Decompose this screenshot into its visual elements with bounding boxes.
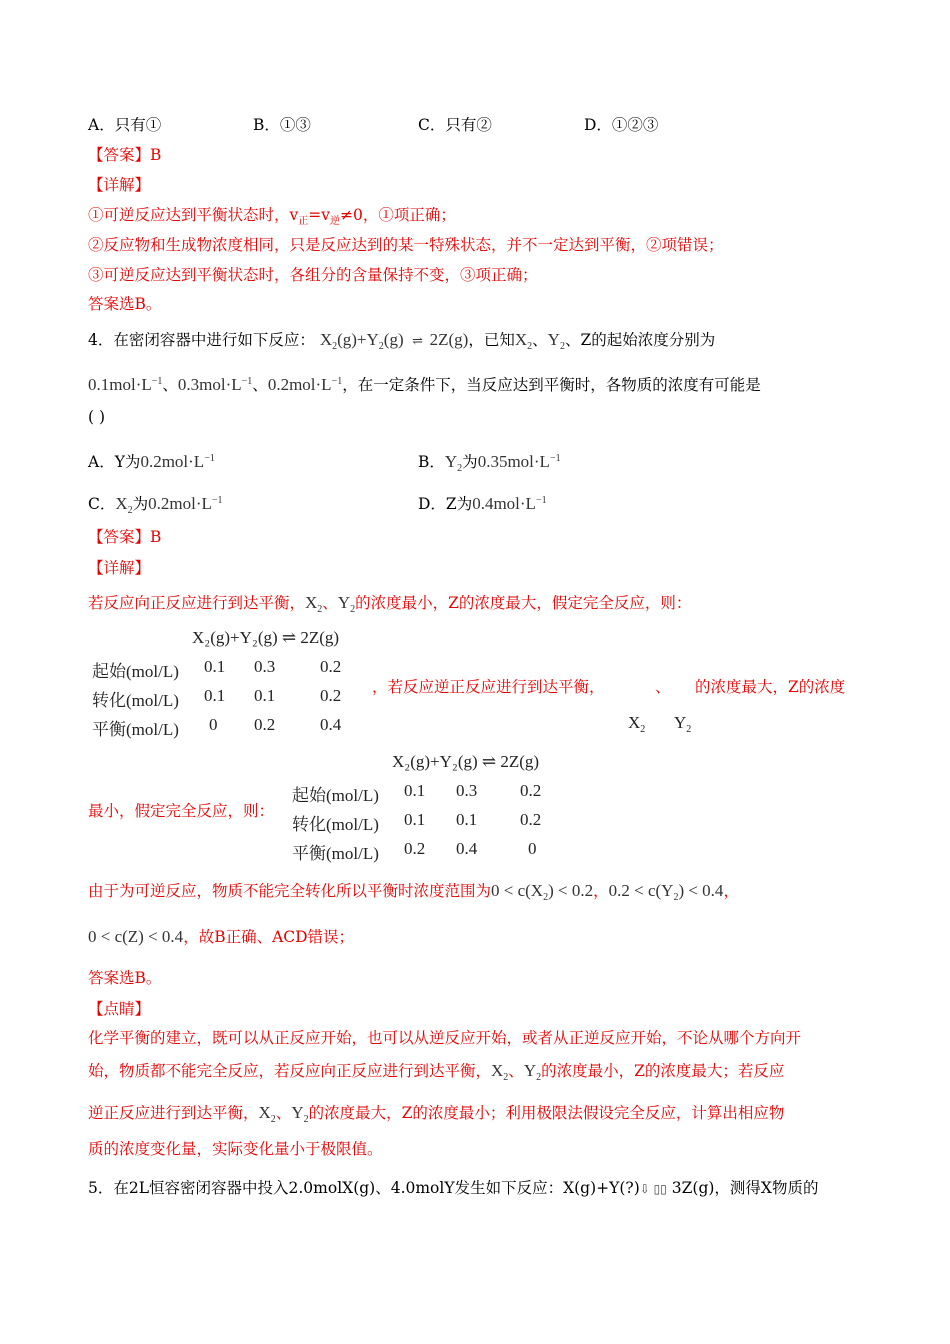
superscript: −1	[211, 495, 223, 506]
y: Y	[291, 1103, 304, 1122]
value: 0.2mol·L	[267, 375, 332, 394]
x: X	[258, 1103, 271, 1122]
subscript: 2	[559, 341, 565, 352]
table-header: X₂(g)+Y₂(g) ⇌ 2Z(g)	[392, 752, 540, 771]
row-label: 转化(mol/L)	[92, 691, 179, 710]
x: X	[115, 494, 128, 513]
sep: 、	[275, 1104, 292, 1122]
range-z: 0 < c(Z) < 0.4	[88, 927, 184, 946]
q4-mid-text3: 的浓度最大，Z的浓度	[695, 678, 846, 696]
q4-comment-line3	[88, 1102, 784, 1131]
text: C．	[88, 495, 116, 513]
q3-option-b: B．①③	[253, 116, 311, 134]
value	[148, 494, 222, 513]
cell-y2: 0.2	[254, 715, 276, 734]
subscript: 2	[536, 1072, 542, 1083]
text: 由于为可逆反应，物质不能完全转化所以平衡时浓度范围为	[88, 882, 492, 900]
g: (g)	[383, 330, 404, 349]
q3-option-a: A．只有①	[88, 116, 162, 134]
q4-comment-line1: 化学平衡的建立，既可以从正反应开始，也可以从逆反应开始，或者从正逆反应开始，不论从哪个方向开	[88, 1029, 802, 1047]
q4-detail-line1	[88, 592, 691, 621]
superscript: −1	[331, 376, 343, 387]
comma: ，	[593, 882, 609, 900]
sep: 、	[252, 376, 268, 394]
q4-option-b	[418, 448, 561, 480]
text: A．Y为	[88, 453, 141, 471]
q3-detail-label: 【详解】	[88, 176, 151, 194]
row-label: 平衡(mol/L)	[92, 720, 179, 739]
subscript: 2	[317, 604, 323, 615]
cell-z: 0.2	[320, 657, 342, 676]
text: 为	[462, 453, 478, 471]
text: 的浓度最小，Z的浓度最大；若反应	[541, 1062, 785, 1080]
q4-comment-line4: 质的浓度变化量，实际变化量小于极限值。	[88, 1140, 383, 1158]
y: Y	[523, 1061, 537, 1080]
superscript: −1	[241, 376, 253, 387]
g: (g)+	[337, 330, 367, 349]
q4-detail-range	[88, 880, 739, 909]
q4-comment-line2	[88, 1060, 784, 1089]
q3-option-d: D．①②③	[584, 116, 659, 134]
cell-y2: 0.1	[456, 810, 478, 829]
q4-option-c	[88, 490, 223, 522]
y: Y	[366, 330, 379, 349]
subscript: 逆	[330, 216, 341, 227]
expr: 0 < c(X	[491, 881, 544, 900]
x: X	[491, 1061, 504, 1080]
cell-y2: 0.1	[254, 686, 276, 705]
cell-x2: 0.1	[204, 657, 226, 676]
cell-x2: 0	[209, 715, 218, 734]
subscript: 2	[457, 463, 463, 474]
cell-y2: 0.3	[456, 781, 478, 800]
y2	[523, 1061, 542, 1083]
text: ，已知	[468, 331, 515, 349]
text: 5．在2L恒容密闭容器中投入2.0molX(g)、4.0molY发生如下反应：X(g)+Y(?)	[88, 1179, 640, 1197]
text: D．Z为	[418, 495, 473, 513]
subscript: 2	[303, 1114, 309, 1125]
y: Y	[547, 330, 560, 349]
cell-z: 0.2	[520, 781, 542, 800]
y2	[444, 452, 463, 474]
val: 0.35mol·L	[477, 452, 550, 471]
table-header: X₂(g)+Y₂(g) ⇌ 2Z(g)	[192, 628, 340, 647]
range-x2	[491, 881, 594, 903]
subscript: 2	[686, 724, 692, 735]
val: 0.2mol·L	[148, 494, 212, 513]
q4-mid-text2: 、	[655, 678, 671, 696]
x: X	[514, 330, 528, 349]
comma: ，	[723, 882, 739, 900]
cell-z: 0	[528, 839, 537, 858]
q4-mid-text1: ，若反应逆正反应进行到达平衡，	[372, 678, 605, 696]
q4-option-d	[418, 490, 547, 515]
y: Y	[337, 593, 351, 612]
x: X	[628, 713, 641, 732]
value: 0.1mol·L	[88, 375, 152, 394]
text: 、Z的起始浓度分别为	[564, 331, 716, 349]
cell-x2: 0.1	[204, 686, 226, 705]
text: 3Z(g)，测得X物质的	[671, 1179, 819, 1197]
equilibrium-arrow: ⇌	[412, 333, 422, 348]
q4-detail-range3	[88, 926, 354, 948]
q4-answer: 【答案】B	[88, 528, 162, 546]
superscript: −1	[549, 453, 561, 464]
x: X	[305, 593, 318, 612]
sep: 、	[508, 1062, 524, 1080]
sep: 、	[162, 376, 178, 394]
expr: ) < 0.4	[678, 881, 724, 900]
row-label: 平衡(mol/L)	[292, 844, 379, 863]
conc-2	[178, 375, 252, 394]
x2	[514, 330, 533, 352]
text: B．	[418, 453, 445, 471]
z: 2Z(g)	[429, 330, 469, 349]
subscript: 2	[127, 505, 133, 516]
cell-x2: 0.1	[404, 781, 426, 800]
text: 逆正反应进行到达平衡，	[88, 1104, 259, 1122]
subscript: 2	[543, 892, 549, 903]
q4-detail-label: 【详解】	[88, 559, 151, 577]
q3-detail-line1	[88, 204, 456, 233]
q4-detail-small: 最小，假定完全反应，则：	[88, 802, 275, 820]
y: Y	[674, 713, 687, 732]
q5-stem	[88, 1177, 818, 1200]
y: Y	[444, 452, 458, 471]
val: 0.4mol·L	[472, 494, 536, 513]
sep: 、	[532, 331, 548, 349]
ice-table-reverse	[292, 752, 582, 864]
cell-z: 0.2	[320, 686, 342, 705]
q3-answer: 【答案】B	[88, 146, 162, 164]
cell-x2: 0.1	[404, 810, 426, 829]
subscript: 2	[350, 604, 356, 615]
q4-detail-final: 答案选B。	[88, 969, 162, 987]
row-label: 起始(mol/L)	[292, 786, 379, 805]
value	[478, 452, 561, 471]
row-label: 起始(mol/L)	[92, 662, 179, 681]
value: 0.3mol·L	[177, 375, 242, 394]
value	[140, 452, 214, 471]
text: ≠0，①项正确；	[340, 206, 456, 224]
x2	[491, 1061, 509, 1083]
text: ，在一定条件下，当反应达到平衡时，各物质的浓度有可能是	[342, 376, 761, 394]
text: =v	[308, 206, 331, 224]
y2	[291, 1103, 309, 1125]
text: 为	[132, 495, 149, 513]
expr: 0.2 < c(Y	[608, 881, 674, 900]
reaction-equation	[319, 330, 469, 352]
ice-table-forward	[92, 628, 382, 740]
x2	[305, 593, 323, 615]
q3-option-c: C．只有②	[418, 116, 492, 134]
subscript: 2	[673, 892, 679, 903]
text: 4．在密闭容器中进行如下反应：	[88, 331, 315, 349]
cell-z: 0.4	[320, 715, 342, 734]
text: ①可逆反应达到平衡状态时，v	[88, 206, 299, 224]
text: 若反应向正反应进行到达平衡，	[88, 594, 306, 612]
q4-stem-line2	[88, 371, 761, 396]
value	[472, 494, 546, 513]
q4-stem-line1	[88, 329, 715, 358]
row-label: 转化(mol/L)	[292, 815, 379, 834]
cell-y2: 0.3	[254, 657, 276, 676]
subscript: 正	[298, 216, 309, 227]
q3-detail-line2: ②反应物和生成物浓度相同，只是反应达到的某一特殊状态，并不一定达到平衡，②项错误；	[88, 236, 724, 254]
q4-option-a	[88, 448, 215, 473]
text: 的浓度最小，Z的浓度最大，假定完全反应，则：	[355, 594, 692, 612]
q4-comment-label: 【点睛】	[88, 1000, 151, 1018]
conc-3	[268, 375, 342, 394]
val: 0.2mol·L	[140, 452, 205, 471]
y2	[547, 330, 565, 352]
x: X	[319, 330, 333, 349]
q3-detail-line3: ③可逆反应达到平衡状态时，各组分的含量保持不变，③项正确；	[88, 266, 538, 284]
x2	[115, 494, 133, 516]
subscript: 2	[332, 341, 338, 352]
loose-x2	[628, 713, 645, 735]
cell-z: 0.2	[520, 810, 542, 829]
text: 始，物质都不能完全反应，若反应向正反应进行到达平衡，	[88, 1062, 492, 1080]
superscript: −1	[535, 495, 547, 506]
superscript: −1	[204, 453, 215, 464]
y2	[337, 593, 356, 615]
text: 的浓度最大，Z的浓度最小；利用极限法假设完全反应，计算出相应物	[308, 1104, 785, 1122]
x2	[258, 1103, 276, 1125]
subscript: 2	[270, 1114, 276, 1125]
q4-paren: ( )	[88, 408, 106, 426]
superscript: −1	[151, 376, 163, 387]
cell-y2: 0.4	[456, 839, 478, 858]
subscript: 2	[503, 1072, 509, 1083]
q3-detail-line4: 答案选B。	[88, 295, 162, 313]
subscript: 2	[640, 724, 646, 735]
text: ，故B正确、ACD错误；	[183, 928, 355, 946]
subscript: 2	[527, 341, 533, 352]
cell-x2: 0.2	[404, 839, 426, 858]
expr: ) < 0.2	[548, 881, 594, 900]
sep: 、	[322, 594, 338, 612]
loose-y2	[674, 713, 691, 735]
garbled-arrow: ⇩ ▯▯	[639, 1182, 667, 1196]
range-y2	[608, 881, 724, 903]
subscript: 2	[378, 341, 384, 352]
conc-1	[88, 375, 162, 394]
